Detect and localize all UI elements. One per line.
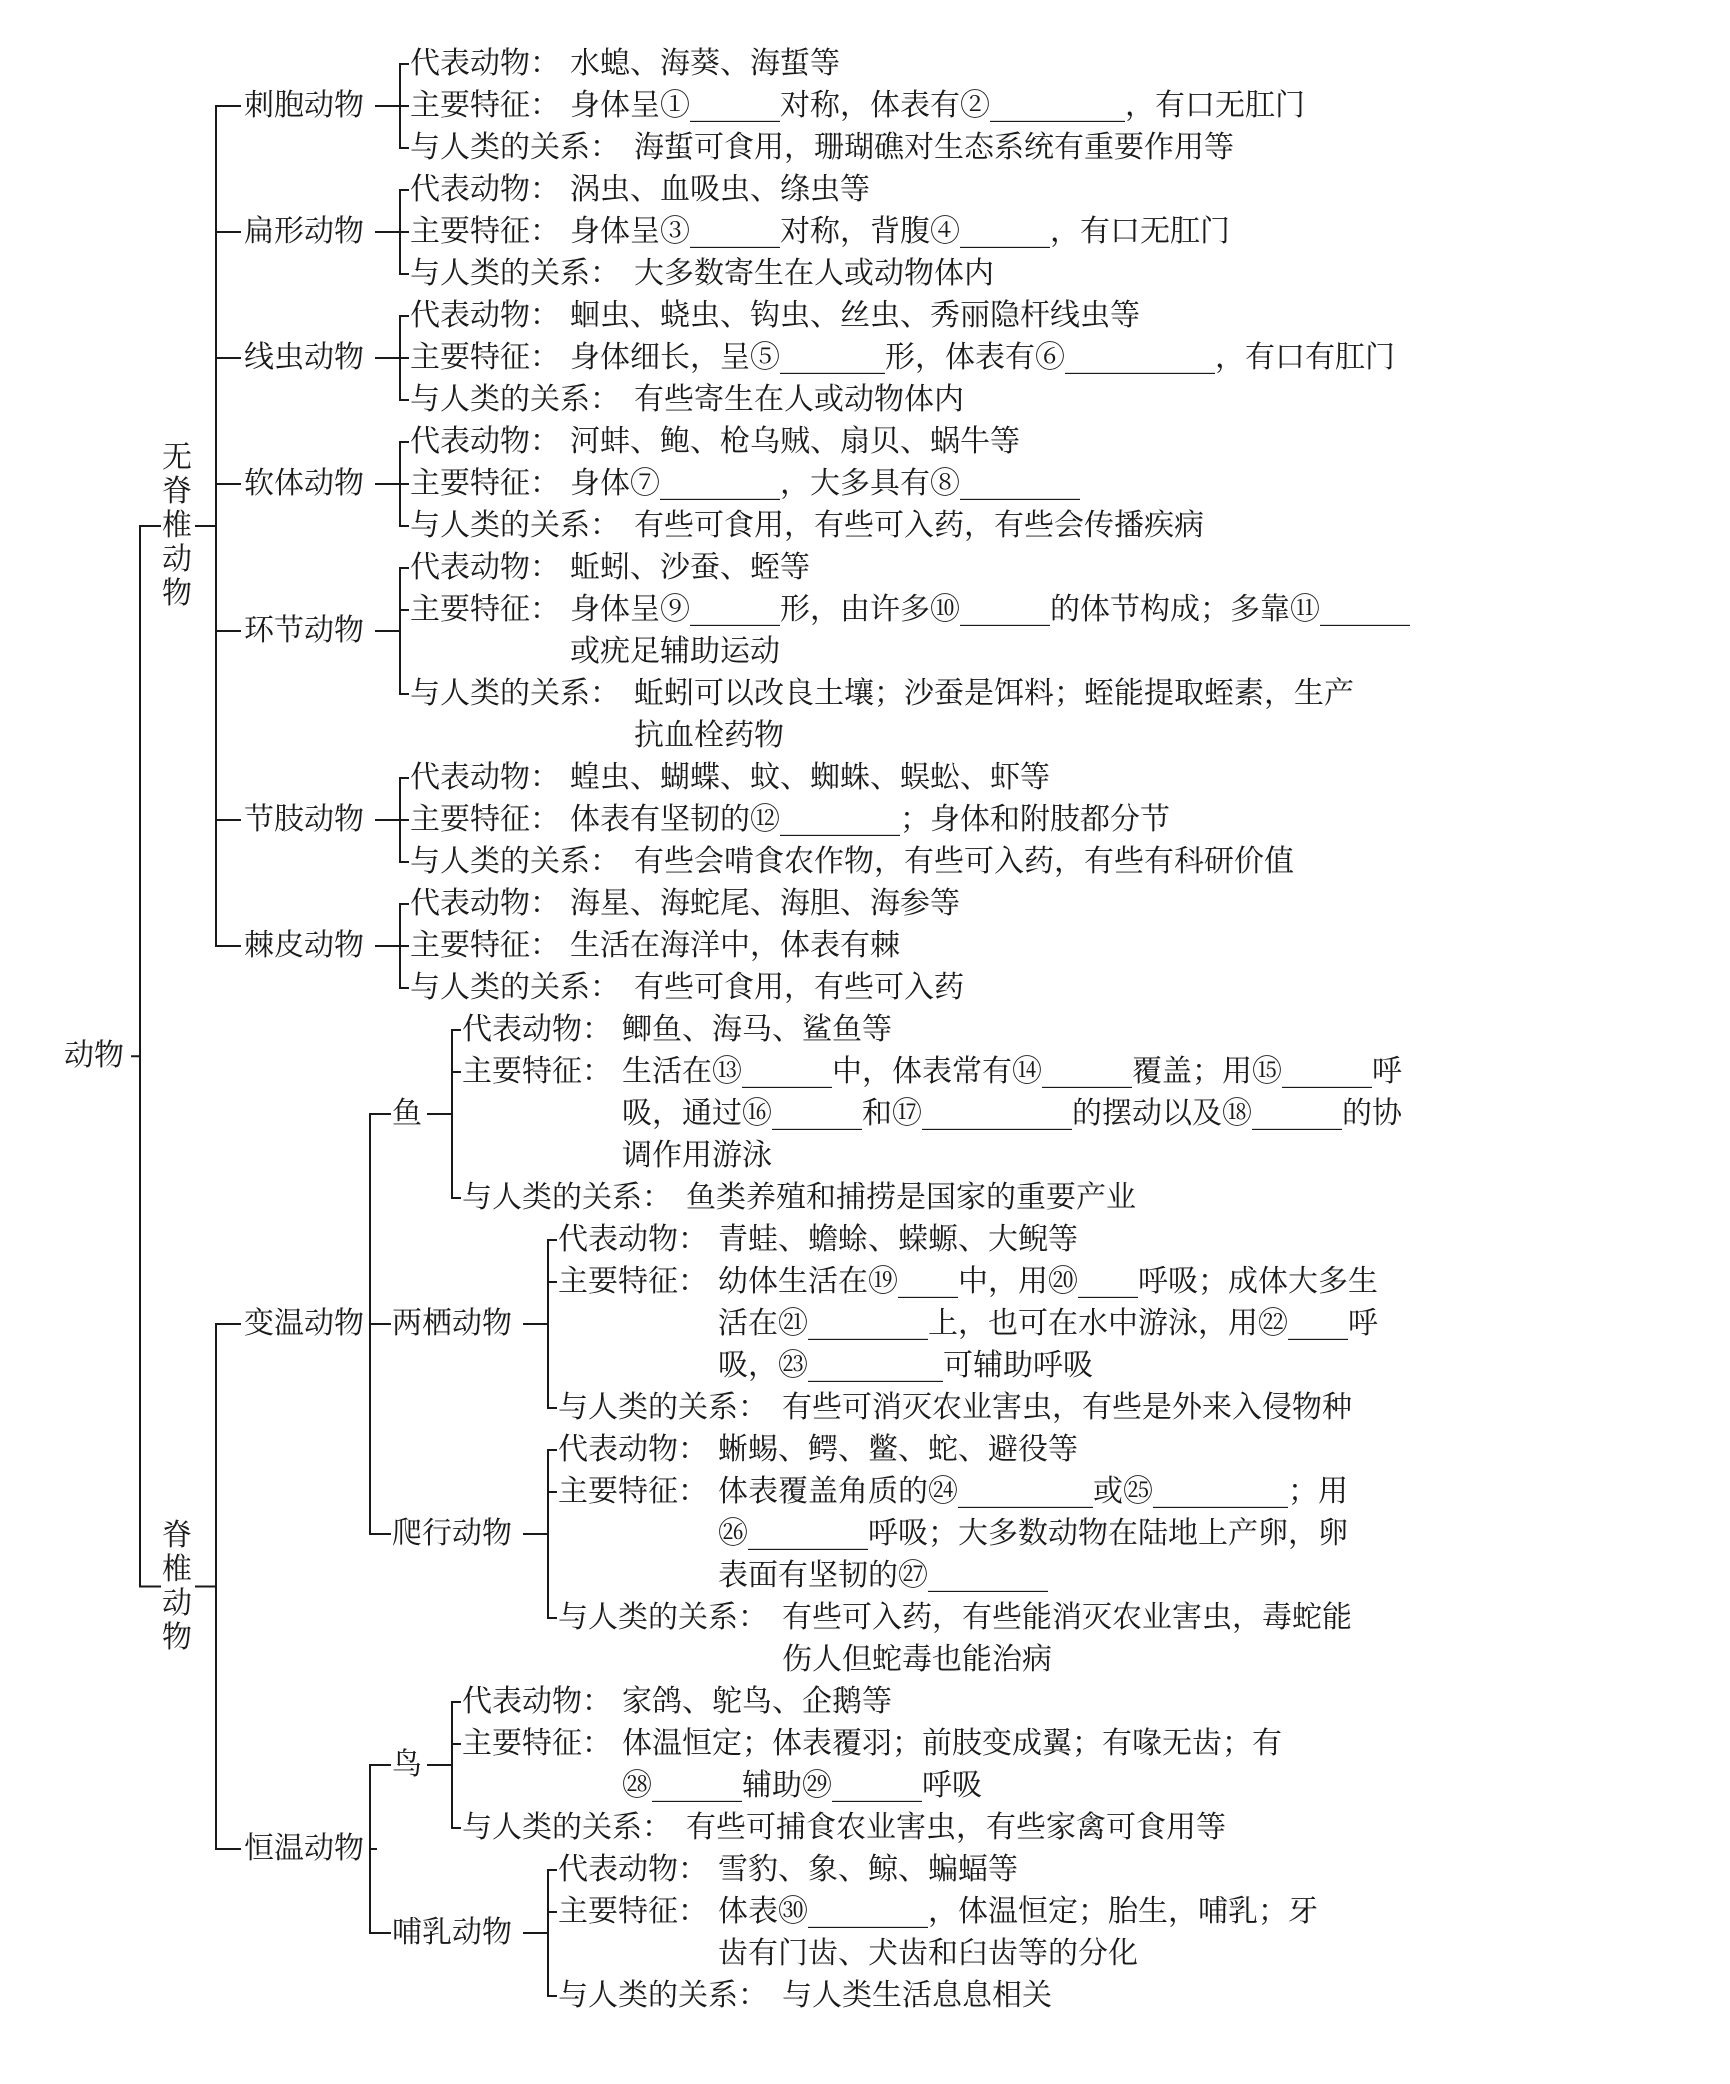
attribute-text: 雪豹、象、鲸、蝙蝠等 (718, 1852, 1018, 1887)
attribute-label: 代表动物： (462, 1012, 612, 1047)
class-name: 扁形动物 (244, 214, 364, 249)
attribute-text: 伤人但蛇毒也能治病 (782, 1642, 1052, 1677)
attribute-text: 体表㉚________，体温恒定；胎生，哺乳；牙 (718, 1894, 1318, 1929)
attribute-text: 蚯蚓、沙蚕、蛭等 (570, 550, 810, 585)
attribute-text: 幼体生活在⑲____中，用⑳____呼吸；成体大多生 (718, 1264, 1378, 1299)
group-name: 无 脊 椎 动 物 (162, 440, 192, 611)
attribute-text: 身体呈⑨______形，由许多⑩______的体节构成；多靠⑪______ (570, 592, 1410, 627)
attribute-text: 海蜇可食用，珊瑚礁对生态系统有重要作用等 (634, 130, 1234, 165)
attribute-text: 体温恒定；体表覆羽；前肢变成翼；有喙无齿；有 (622, 1726, 1282, 1761)
attribute-label: 代表动物： (410, 46, 560, 81)
attribute-text: 有些可入药，有些能消灭农业害虫，毒蛇能 (782, 1600, 1352, 1635)
attribute-text: 抗血栓药物 (634, 718, 784, 753)
attribute-label: 主要特征： (410, 88, 560, 123)
attribute-text: 有些会啃食农作物，有些可入药，有些有科研价值 (634, 844, 1294, 879)
attribute-text: 家鸽、鸵鸟、企鹅等 (622, 1684, 892, 1719)
attribute-label: 代表动物： (558, 1222, 708, 1257)
attribute-text: 涡虫、血吸虫、绦虫等 (570, 172, 870, 207)
attribute-text: 鲫鱼、海马、鲨鱼等 (622, 1012, 892, 1047)
class-name: 哺乳动物 (392, 1915, 512, 1950)
attribute-label: 主要特征： (462, 1726, 612, 1761)
attribute-text: 海星、海蛇尾、海胆、海参等 (570, 886, 960, 921)
attribute-label: 主要特征： (410, 466, 560, 501)
attribute-label: 与人类的关系： (462, 1810, 672, 1845)
attribute-text: 蝗虫、蝴蝶、蚊、蜘蛛、蜈蚣、虾等 (570, 760, 1050, 795)
class-name: 鸟 (392, 1747, 422, 1782)
attribute-label: 代表动物： (462, 1684, 612, 1719)
attribute-text: 有些可食用，有些可入药，有些会传播疾病 (634, 508, 1204, 543)
attribute-label: 与人类的关系： (410, 382, 620, 417)
attribute-text: 吸，㉓_________可辅助呼吸 (718, 1348, 1093, 1383)
attribute-label: 与人类的关系： (410, 508, 620, 543)
attribute-text: 有些可消灭农业害虫，有些是外来入侵物种 (782, 1390, 1352, 1425)
attribute-text: 吸，通过⑯______和⑰__________的摆动以及⑱______的协 (622, 1096, 1402, 1131)
class-name: 爬行动物 (392, 1516, 512, 1551)
attribute-text: 大多数寄生在人或动物体内 (634, 256, 994, 291)
attribute-text: 齿有门齿、犬齿和臼齿等的分化 (718, 1936, 1138, 1971)
class-name: 两栖动物 (392, 1306, 512, 1341)
class-name: 棘皮动物 (244, 928, 364, 963)
attribute-text: 或疣足辅助运动 (570, 634, 780, 669)
attribute-text: 水螅、海葵、海蜇等 (570, 46, 840, 81)
attribute-label: 代表动物： (410, 172, 560, 207)
attribute-text: 身体细长，呈⑤_______形，体表有⑥__________，有口有肛门 (570, 340, 1395, 375)
attribute-text: 蛔虫、蛲虫、钩虫、丝虫、秀丽隐杆线虫等 (570, 298, 1140, 333)
attribute-text: 表面有坚韧的㉗________ (718, 1558, 1048, 1593)
attribute-text: 生活在⑬______中，体表常有⑭______覆盖；用⑮______呼 (622, 1054, 1402, 1089)
attribute-label: 主要特征： (462, 1054, 612, 1089)
attribute-label: 代表动物： (410, 424, 560, 459)
attribute-text: 有些可食用，有些可入药 (634, 970, 964, 1005)
attribute-text: 蜥蜴、鳄、鳖、蛇、避役等 (718, 1432, 1078, 1467)
class-name: 软体动物 (244, 466, 364, 501)
attribute-text: 调作用游泳 (622, 1138, 772, 1173)
attribute-text: 活在㉑________上，也可在水中游泳，用㉒____呼 (718, 1306, 1378, 1341)
attribute-text: 鱼类养殖和捕捞是国家的重要产业 (686, 1180, 1136, 1215)
attribute-label: 主要特征： (410, 340, 560, 375)
attribute-label: 代表动物： (410, 298, 560, 333)
root-name: 动物 (64, 1038, 124, 1074)
attribute-label: 代表动物： (410, 886, 560, 921)
attribute-label: 主要特征： (410, 802, 560, 837)
attribute-text: 身体⑦________，大多具有⑧________ (570, 466, 1080, 501)
attribute-text: 体表覆盖角质的㉔_________或㉕_________；用 (718, 1474, 1348, 1509)
attribute-text: ㉖________呼吸；大多数动物在陆地上产卵，卵 (718, 1516, 1348, 1551)
attribute-text: 青蛙、蟾蜍、蝾螈、大鲵等 (718, 1222, 1078, 1257)
attribute-label: 主要特征： (410, 214, 560, 249)
class-name: 节肢动物 (244, 802, 364, 837)
attribute-label: 与人类的关系： (410, 970, 620, 1005)
attribute-text: 有些寄生在人或动物体内 (634, 382, 964, 417)
attribute-label: 主要特征： (558, 1894, 708, 1929)
attribute-text: 身体呈①______对称，体表有②_________，有口无肛门 (570, 88, 1305, 123)
class-name: 环节动物 (244, 613, 364, 648)
class-name: 刺胞动物 (244, 88, 364, 123)
class-name: 线虫动物 (244, 340, 364, 375)
subgroup-name: 恒温动物 (244, 1831, 364, 1866)
attribute-label: 与人类的关系： (462, 1180, 672, 1215)
attribute-label: 与人类的关系： (410, 844, 620, 879)
attribute-label: 代表动物： (410, 550, 560, 585)
attribute-label: 代表动物： (558, 1852, 708, 1887)
attribute-text: 蚯蚓可以改良土壤；沙蚕是饵料；蛭能提取蛭素，生产 (634, 676, 1354, 711)
attribute-text: 有些可捕食农业害虫，有些家禽可食用等 (686, 1810, 1226, 1845)
attribute-label: 主要特征： (410, 592, 560, 627)
attribute-label: 主要特征： (410, 928, 560, 963)
group-name: 脊 椎 动 物 (162, 1517, 192, 1655)
attribute-label: 与人类的关系： (558, 1390, 768, 1425)
attribute-text: 与人类生活息息相关 (782, 1978, 1052, 2013)
attribute-label: 与人类的关系： (558, 1600, 768, 1635)
attribute-text: 体表有坚韧的⑫________；身体和附肢都分节 (570, 802, 1170, 837)
attribute-label: 与人类的关系： (410, 676, 620, 711)
attribute-label: 代表动物： (410, 760, 560, 795)
attribute-text: 身体呈③______对称，背腹④______，有口无肛门 (570, 214, 1230, 249)
attribute-text: 河蚌、鲍、枪乌贼、扇贝、蜗牛等 (570, 424, 1020, 459)
attribute-text: ㉘______辅助㉙______呼吸 (622, 1768, 982, 1803)
attribute-label: 与人类的关系： (558, 1978, 768, 2013)
attribute-label: 主要特征： (558, 1264, 708, 1299)
attribute-label: 与人类的关系： (410, 130, 620, 165)
class-name: 鱼 (392, 1096, 422, 1131)
attribute-label: 与人类的关系： (410, 256, 620, 291)
attribute-label: 代表动物： (558, 1432, 708, 1467)
attribute-label: 主要特征： (558, 1474, 708, 1509)
subgroup-name: 变温动物 (244, 1306, 364, 1341)
attribute-text: 生活在海洋中，体表有棘 (570, 928, 900, 963)
